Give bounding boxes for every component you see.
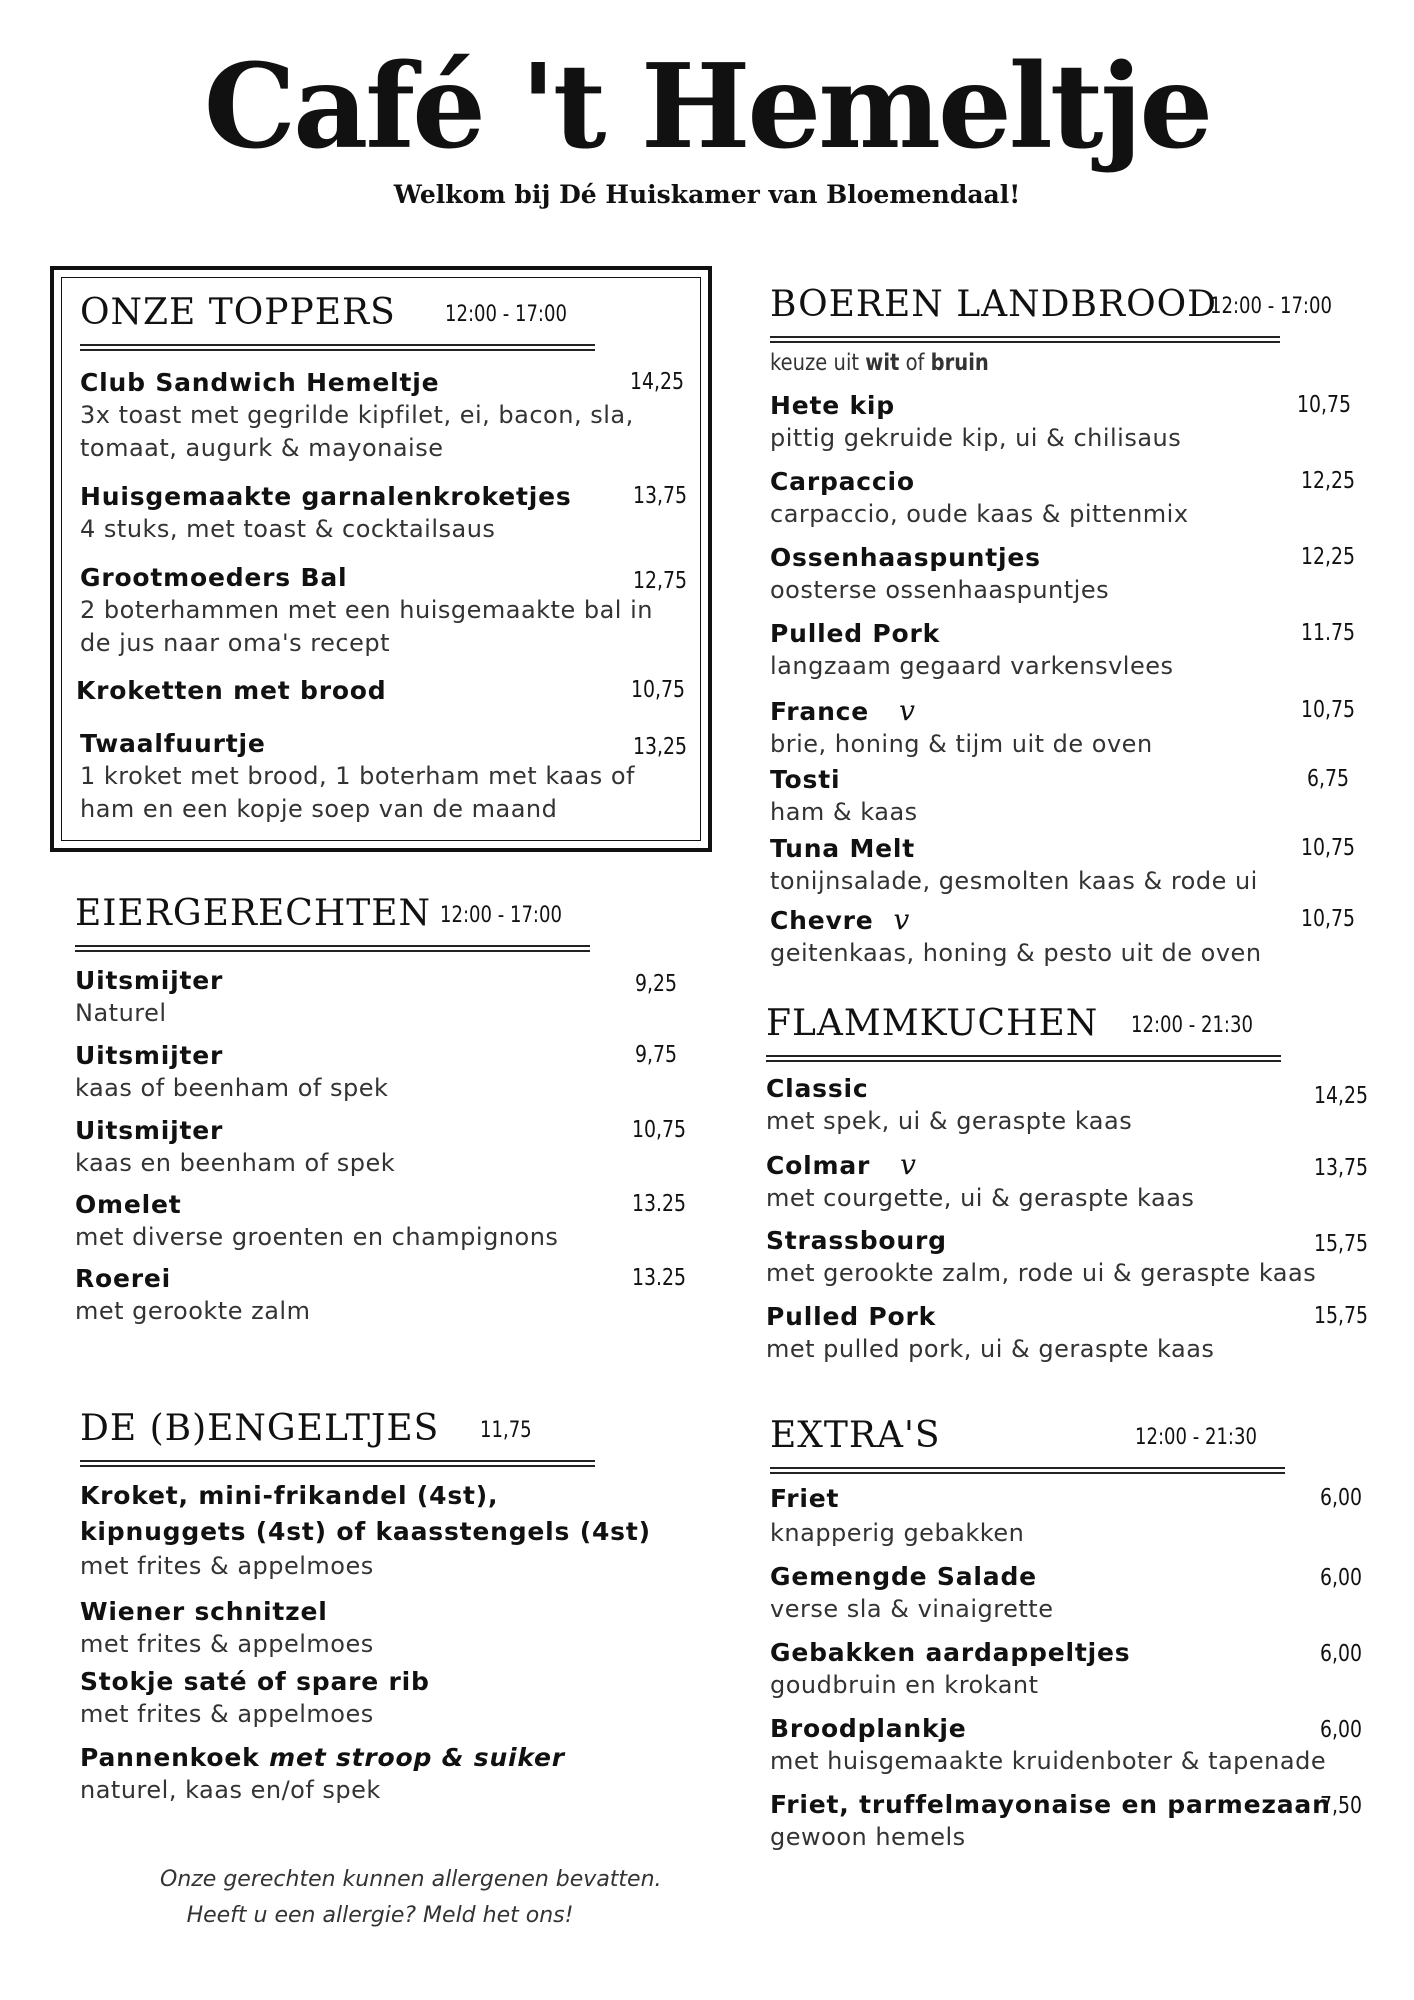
menu-item [770, 1637, 1370, 1702]
item-description: 1 kroket met brood, 1 boterham met kaas of ham en een kopje soep van de maand [80, 762, 635, 823]
menu-item [766, 1301, 1369, 1366]
menu-item [80, 728, 690, 826]
section-divider [80, 1460, 595, 1467]
item-name: Uitsmijter [75, 1041, 224, 1070]
item-name: Classic [766, 1074, 869, 1103]
allergen-note-line: Heeft u een allergie? Meld het ons! [186, 1903, 574, 1928]
menu-subtitle: Welkom bij Dé Huiskamer van Bloemendaal! [393, 180, 1021, 209]
item-name: Friet [770, 1484, 840, 1513]
item-name: Huisgemaakte garnalenkroketjes [80, 482, 572, 511]
item-description: Naturel [75, 999, 167, 1027]
item-price: 10,75 [1301, 906, 1356, 932]
note-bold: wit [865, 350, 900, 376]
item-name: Roerei [75, 1264, 172, 1293]
item-description: met huisgemaakte kruidenboter & tapenade [770, 1747, 1327, 1775]
item-price: 11.75 [1301, 620, 1356, 646]
item-price: 10,75 [1301, 835, 1356, 861]
menu-item [770, 1561, 1370, 1626]
item-description: 4 stuks, met toast & cocktailsaus [80, 515, 496, 543]
section-divider [766, 1055, 1281, 1062]
menu-item [80, 367, 685, 465]
item-name: Gebakken aardappeltjes [770, 1638, 1131, 1667]
menu-item [80, 1742, 680, 1807]
item-price: 6,00 [1320, 1717, 1362, 1743]
item-name: Friet, truffelmayonaise en parmezaan [770, 1790, 1331, 1819]
item-name: Gemengde Salade [770, 1562, 1037, 1591]
section-title: EXTRA'S [770, 1415, 941, 1456]
menu-item [75, 1263, 687, 1328]
section-divider [80, 344, 595, 351]
item-description: geitenkaas, honing & pesto uit de oven [770, 939, 1262, 967]
item-name [766, 1148, 1369, 1182]
item-price: 12,25 [1301, 544, 1356, 570]
item-description: met pulled pork, ui & geraspte kaas [766, 1335, 1215, 1363]
note-text: keuze uit [770, 350, 866, 376]
item-description: 2 boterhammen met een huisgemaakte bal in de jus naar oma's recept [80, 596, 653, 657]
menu-item [75, 1040, 675, 1105]
item-name: Kroketten met brood [76, 676, 387, 705]
item-description: met spek, ui & geraspte kaas [766, 1107, 1133, 1135]
item-price: 13,75 [1314, 1155, 1369, 1181]
menu-item [766, 1225, 1369, 1290]
item-name: Hete kip [770, 391, 895, 420]
item-price: 12,25 [1301, 468, 1356, 494]
section-hours: 12:00 - 17:00 [1210, 294, 1332, 319]
item-name: Tosti [770, 765, 841, 794]
vegetarian-icon: v [893, 903, 911, 936]
item-price: 13,25 [633, 734, 688, 760]
item-name: Uitsmijter [75, 966, 224, 995]
vegetarian-icon: v [900, 1148, 917, 1181]
item-description: pittig gekruide kip, ui & chilisaus [770, 424, 1182, 452]
item-price: 10,75 [1301, 697, 1356, 723]
menu-item [770, 1713, 1370, 1778]
section-title: FLAMMKUCHEN [766, 1003, 1099, 1044]
item-description: met frites & appelmoes [80, 1552, 374, 1580]
section-title: DE (B)ENGELTJES [80, 1408, 440, 1449]
allergen-note [160, 1862, 662, 1934]
menu-item [770, 618, 1370, 683]
item-name: Stokje saté of spare rib [80, 1667, 430, 1696]
item-price: 10,75 [632, 1117, 687, 1143]
item-description: kaas of beenham of spek [75, 1074, 389, 1102]
item-description: goudbruin en krokant [770, 1671, 1039, 1699]
section-hours: 12:00 - 17:00 [445, 302, 567, 327]
menu-item [80, 1596, 680, 1661]
item-price: 7,50 [1320, 1793, 1362, 1819]
item-description: knapperig gebakken [770, 1519, 1025, 1547]
item-price: 14,25 [630, 369, 685, 395]
menu-item [75, 1115, 687, 1180]
item-name-text: Colmar [766, 1151, 871, 1180]
menu-item [770, 466, 1370, 531]
item-price: 15,75 [1314, 1303, 1369, 1329]
item-description: oosterse ossenhaaspuntjes [770, 576, 1110, 604]
item-name-text: Chevre [770, 906, 874, 935]
item-name: Twaalfuurtje [80, 729, 266, 758]
menu-item [80, 562, 688, 660]
menu-item [76, 675, 686, 707]
item-price: 10,75 [1297, 392, 1352, 418]
item-name: Kroket, mini-frikandel (4st), kipnuggets (4st) of kaasstengels (4st) [80, 1481, 651, 1546]
item-name [770, 904, 1370, 937]
item-price: 6,75 [1307, 766, 1349, 792]
item-description: 3x toast met gegrilde kipfilet, ei, bacon, sla, tomaat, augurk & mayonaise [80, 401, 634, 462]
item-name [770, 695, 1370, 728]
menu-title: Café 't Hemeltje [203, 39, 1211, 175]
section-hours: 12:00 - 17:00 [440, 903, 562, 928]
allergen-note-line: Onze gerechten kunnen allergenen bevatten. [160, 1867, 662, 1892]
section-title: ONZE TOPPERS [80, 292, 396, 333]
menu-item [770, 1789, 1370, 1854]
item-price: 12,75 [633, 568, 688, 594]
item-name: Tuna Melt [770, 834, 916, 863]
item-description: ham & kaas [770, 798, 918, 826]
menu-item [770, 695, 1370, 761]
item-name: Strassbourg [766, 1226, 947, 1255]
item-name: Uitsmijter [75, 1116, 224, 1145]
item-price: 6,00 [1320, 1641, 1362, 1667]
item-price: 6,00 [1320, 1485, 1362, 1511]
item-description: naturel, kaas en/of spek [80, 1776, 381, 1804]
item-name: Pulled Pork [766, 1302, 937, 1331]
menu-item [80, 1666, 680, 1731]
item-description: kaas en beenham of spek [75, 1149, 396, 1177]
item-name: Carpaccio [770, 467, 915, 496]
menu-item [770, 764, 1370, 829]
note-text: of [899, 350, 931, 376]
item-name: Pulled Pork [770, 619, 941, 648]
item-price: 13,75 [633, 483, 688, 509]
item-description: carpaccio, oude kaas & pittenmix [770, 500, 1189, 528]
item-price: 9,75 [635, 1042, 677, 1068]
item-description: met frites & appelmoes [80, 1630, 374, 1658]
item-name: Club Sandwich Hemeltje [80, 368, 440, 397]
item-name-main: Pannenkoek [80, 1743, 260, 1772]
item-name-text: France [770, 697, 870, 726]
item-description: met gerookte zalm, rode ui & geraspte kaas [766, 1259, 1317, 1287]
item-description: gewoon hemels [770, 1823, 966, 1851]
vegetarian-icon: v [899, 694, 916, 727]
item-description: langzaam gegaard varkensvlees [770, 652, 1174, 680]
item-description: met gerookte zalm [75, 1297, 311, 1325]
menu-item [80, 481, 688, 546]
item-description: met diverse groenten en champignons [75, 1223, 559, 1251]
menu-item [80, 1478, 680, 1583]
section-hours: 12:00 - 21:30 [1131, 1013, 1253, 1038]
item-price: 13.25 [632, 1191, 687, 1217]
item-description: verse sla & vinaigrette [770, 1595, 1054, 1623]
item-price: 6,00 [1320, 1565, 1362, 1591]
menu-item [770, 542, 1370, 607]
section-title: EIERGERECHTEN [75, 893, 432, 934]
item-name: Omelet [75, 1190, 182, 1219]
item-price: 9,25 [635, 971, 677, 997]
section-price: 11,75 [480, 1418, 532, 1443]
menu-item [75, 965, 675, 1030]
item-description: met courgette, ui & geraspte kaas [766, 1184, 1195, 1212]
item-price: 13.25 [632, 1265, 687, 1291]
item-name: Ossenhaaspuntjes [770, 543, 1041, 572]
bread-choice-note [770, 350, 989, 376]
section-hours: 12:00 - 21:30 [1135, 1425, 1257, 1450]
item-description: brie, honing & tijm uit de oven [770, 730, 1153, 758]
menu-item [766, 1073, 1369, 1138]
menu-item [770, 833, 1370, 898]
menu-item [766, 1148, 1369, 1215]
menu-item [770, 1483, 1370, 1550]
item-name: Grootmoeders Bal [80, 563, 348, 592]
section-divider [75, 945, 590, 952]
item-name [80, 1742, 680, 1774]
section-divider [770, 336, 1280, 343]
item-description: tonijnsalade, gesmolten kaas & rode ui [770, 867, 1258, 895]
item-price: 15,75 [1314, 1231, 1369, 1257]
item-name-italic: met stroop & suiker [269, 1743, 565, 1772]
menu-item [75, 1189, 687, 1254]
menu-item [770, 390, 1370, 455]
section-divider [770, 1467, 1285, 1474]
item-price: 10,75 [631, 677, 686, 703]
item-description: met frites & appelmoes [80, 1700, 374, 1728]
menu-item [770, 904, 1370, 970]
section-title: BOEREN LANDBROOD [770, 284, 1217, 325]
item-price: 14,25 [1314, 1083, 1369, 1109]
item-name: Broodplankje [770, 1714, 967, 1743]
item-name: Wiener schnitzel [80, 1597, 328, 1626]
note-bold: bruin [930, 350, 989, 376]
